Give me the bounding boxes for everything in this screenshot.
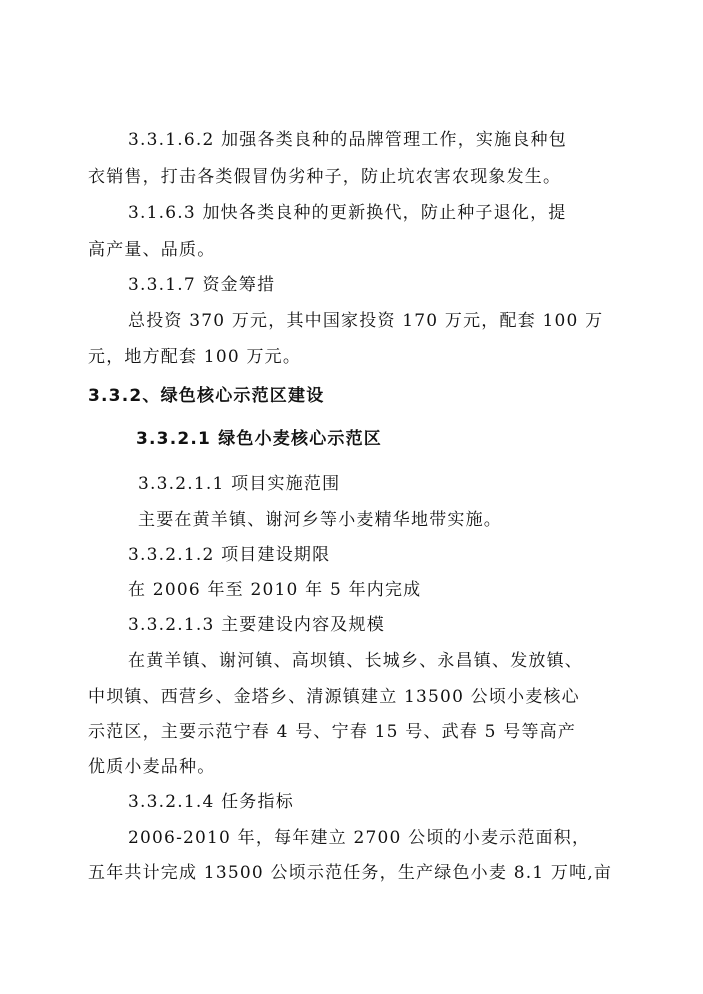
text-line: 2006-2010 年，每年建立 2700 公顷的小麦示范面积， [128,828,591,848]
text-line: 在黄羊镇、谢河镇、高坝镇、长城乡、永昌镇、发放镇、 [128,651,583,671]
text-line: 元，地方配套 100 万元。 [88,347,302,367]
text-line: 中坝镇、西营乡、金塔乡、清源镇建立 13500 公顷小麦核心 [88,687,580,707]
text-line: 3.3.1.6.2 加强各类良种的品牌管理工作，实施良种包 [128,130,567,150]
text-line: 主要在黄羊镇、谢河乡等小麦精华地带实施。 [138,510,502,530]
text-line: 3.3.2.1.3 主要建设内容及规模 [128,615,385,635]
text-line: 五年共计完成 13500 公顷示范任务，生产绿色小麦 8.1 万吨,亩 [88,863,613,883]
text-line: 在 2006 年至 2010 年 5 年内完成 [128,580,422,600]
text-line: 高产量、品质。 [88,240,216,260]
section-heading: 3.3.2、绿色核心示范区建设 [88,386,325,406]
text-line: 3.3.1.7 资金筹措 [128,275,276,295]
text-line: 示范区，主要示范宁春 4 号、宁春 15 号、武春 5 号等高产 [88,722,577,742]
text-line: 衣销售，打击各类假冒伪劣种子，防止坑农害农现象发生。 [88,167,562,187]
text-line: 总投资 370 万元，其中国家投资 170 万元，配套 100 万 [128,311,604,331]
text-line: 3.3.2.1.4 任务指标 [128,792,294,812]
text-line: 3.3.2.1.2 项目建设期限 [128,545,331,565]
text-line: 优质小麦品种。 [88,757,216,777]
text-line: 3.3.2.1.1 项目实施范围 [138,474,341,494]
subsection-heading: 3.3.2.1 绿色小麦核心示范区 [136,429,383,449]
text-line: 3.1.6.3 加快各类良种的更新换代，防止种子退化，提 [128,203,567,223]
